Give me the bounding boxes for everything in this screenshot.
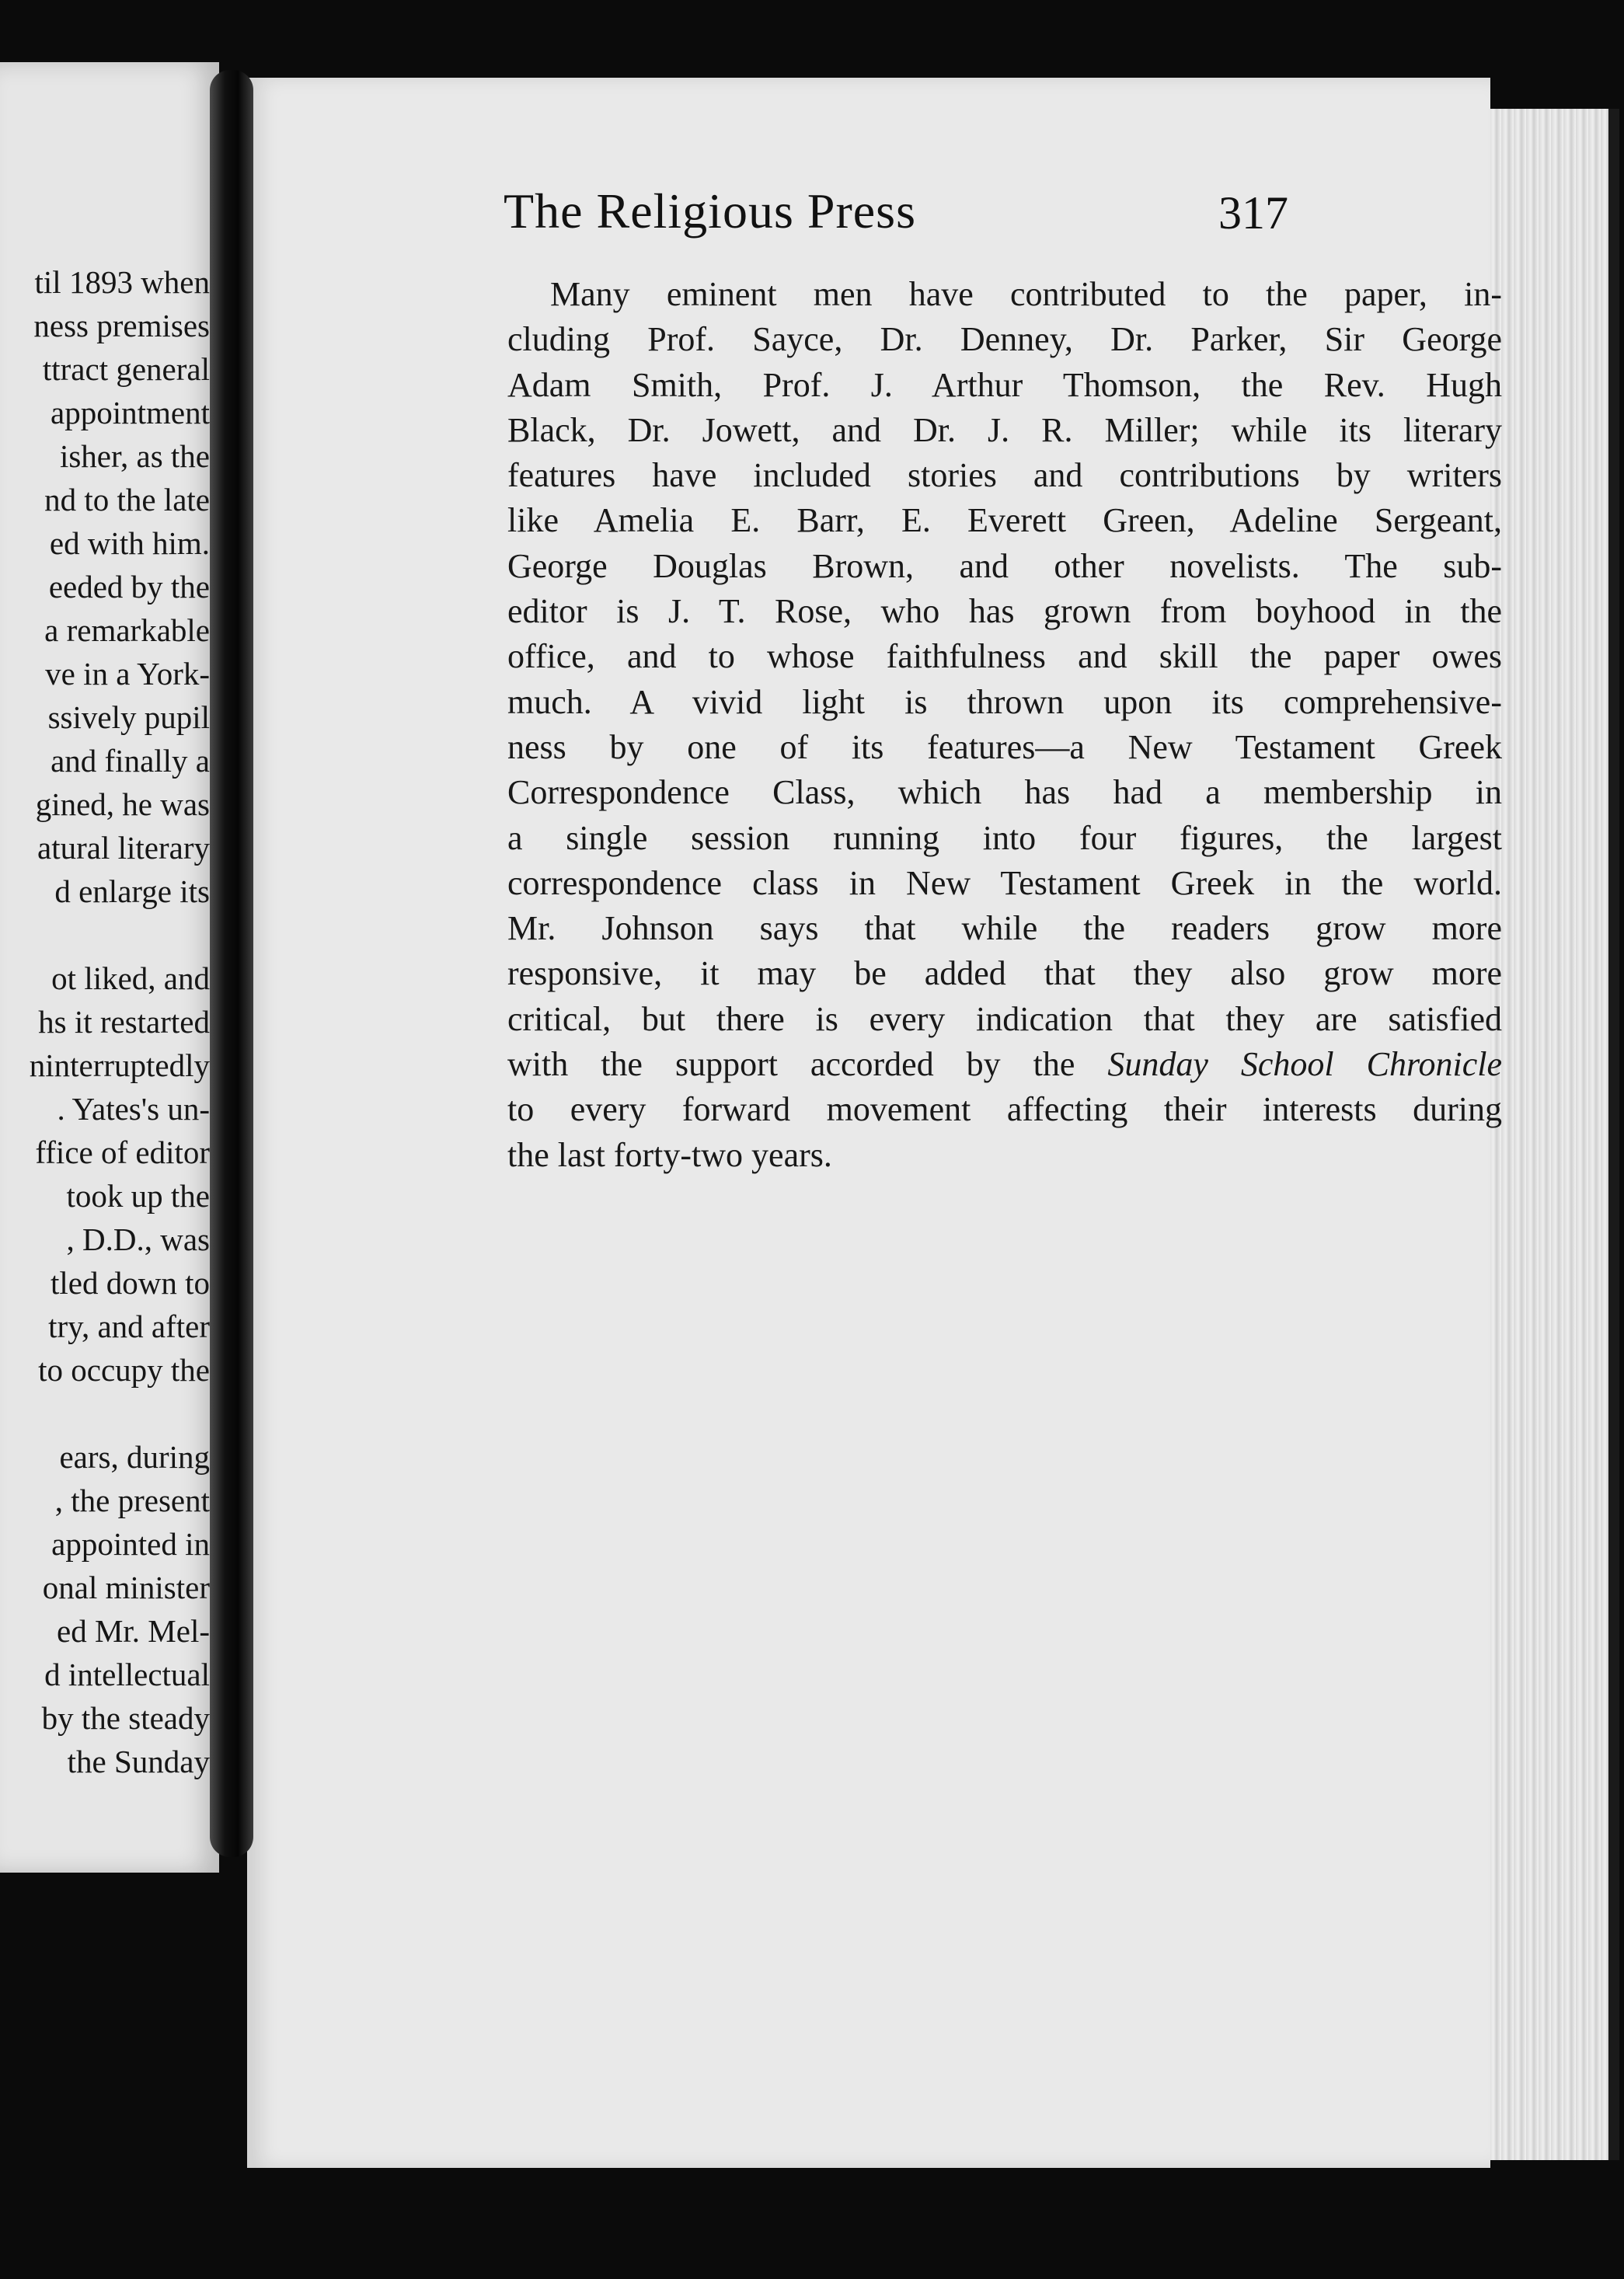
text-line-blank [0, 1392, 219, 1435]
text-line: to occupy the [38, 1352, 210, 1388]
previous-page [0, 62, 219, 1873]
text-line: correspondence class in New Testament Greek in the world. [507, 863, 1502, 902]
text-line: to every forward movement affecting their interests during [507, 1090, 1502, 1129]
text-line: critical, but there is every indication that they are satisfied [507, 999, 1502, 1038]
text-line: ve in a York- [45, 656, 210, 692]
text-line: d intellectual [44, 1657, 210, 1692]
body-text [507, 272, 1502, 1178]
text-line: isher, as the [59, 438, 210, 474]
text-line: much. A vivid light is thrown upon its comprehensive- [507, 682, 1502, 721]
text-line-blank [0, 913, 219, 957]
text-line: ed Mr. Mel- [57, 1613, 210, 1649]
text-line: a remarkable [44, 612, 210, 648]
text-line: took up the [66, 1178, 210, 1214]
text-line: eeded by the [48, 569, 210, 605]
text-line: appointment [51, 395, 210, 430]
text-line: ot liked, and [51, 960, 210, 996]
text-line: nd to the late [44, 482, 210, 517]
text-line: responsive, it may be added that they also grow more [507, 954, 1502, 993]
text-line: gined, he was [35, 786, 210, 822]
text-line: ninterruptedly [29, 1047, 210, 1083]
text-line: ears, during [59, 1439, 210, 1475]
current-page [247, 78, 1502, 2168]
text-line: ness premises [33, 308, 210, 343]
text-line: , the present [54, 1483, 210, 1518]
text-line: like Amelia E. Barr, E. Everett Green, Adeline Sergeant, [507, 501, 1502, 540]
text-line: Many eminent men have contributed to the paper, in- [550, 275, 1502, 313]
text-line: the Sunday [67, 1744, 210, 1779]
text-line: . Yates's un- [57, 1091, 210, 1127]
text-line: , D.D., was [66, 1221, 210, 1257]
text-line: office, and to whose faithfulness and skill the paper owes [507, 637, 1502, 676]
text-line: ssively pupil [47, 699, 210, 735]
text-line: ffice of editor [35, 1134, 210, 1170]
running-head: The Religious Press [504, 183, 916, 239]
book-spine-gutter [210, 70, 253, 1857]
text-line: George Douglas Brown, and other novelists. The sub- [507, 546, 1502, 585]
text-line [507, 1042, 1502, 1087]
text-line: ness by one of its features—a New Testament Greek [507, 727, 1502, 766]
text-line: hs it restarted [38, 1004, 210, 1040]
text-line: features have included stories and contributions by writers [507, 456, 1502, 495]
text-segment: with the support accorded by the [507, 1045, 1075, 1084]
text-line: the last forty-two years. [507, 1135, 832, 1174]
text-line: Mr. Johnson says that while the readers grow more [507, 909, 1502, 948]
text-line: try, and after [48, 1309, 210, 1344]
page-number: 317 [1218, 187, 1288, 239]
text-line: Adam Smith, Prof. J. Arthur Thomson, the Rev. Hugh [507, 365, 1502, 404]
text-line: ed with him. [49, 525, 210, 561]
text-line: ttract general [42, 351, 210, 387]
text-line: atural literary [37, 830, 210, 866]
text-line: tled down to [51, 1265, 210, 1301]
text-line: cluding Prof. Sayce, Dr. Denney, Dr. Parker, Sir George [507, 320, 1502, 359]
text-line: Correspondence Class, which has had a membership in [507, 773, 1502, 812]
text-line: and finally a [51, 743, 210, 779]
text-line: appointed in [51, 1526, 210, 1562]
previous-page-text [0, 260, 219, 1783]
text-line: onal minister [42, 1570, 210, 1605]
text-line: til 1893 when [34, 264, 210, 300]
text-line: by the steady [41, 1700, 210, 1736]
text-line: editor is J. T. Rose, who has grown from boyhood in the [507, 592, 1502, 631]
text-line: d enlarge its [54, 873, 210, 909]
text-line: a single session running into four figures, the largest [507, 818, 1502, 857]
text-line: Black, Dr. Jowett, and Dr. J. R. Miller; while its literary [507, 410, 1502, 449]
publication-title: Sunday School Chronicle [1107, 1045, 1502, 1084]
